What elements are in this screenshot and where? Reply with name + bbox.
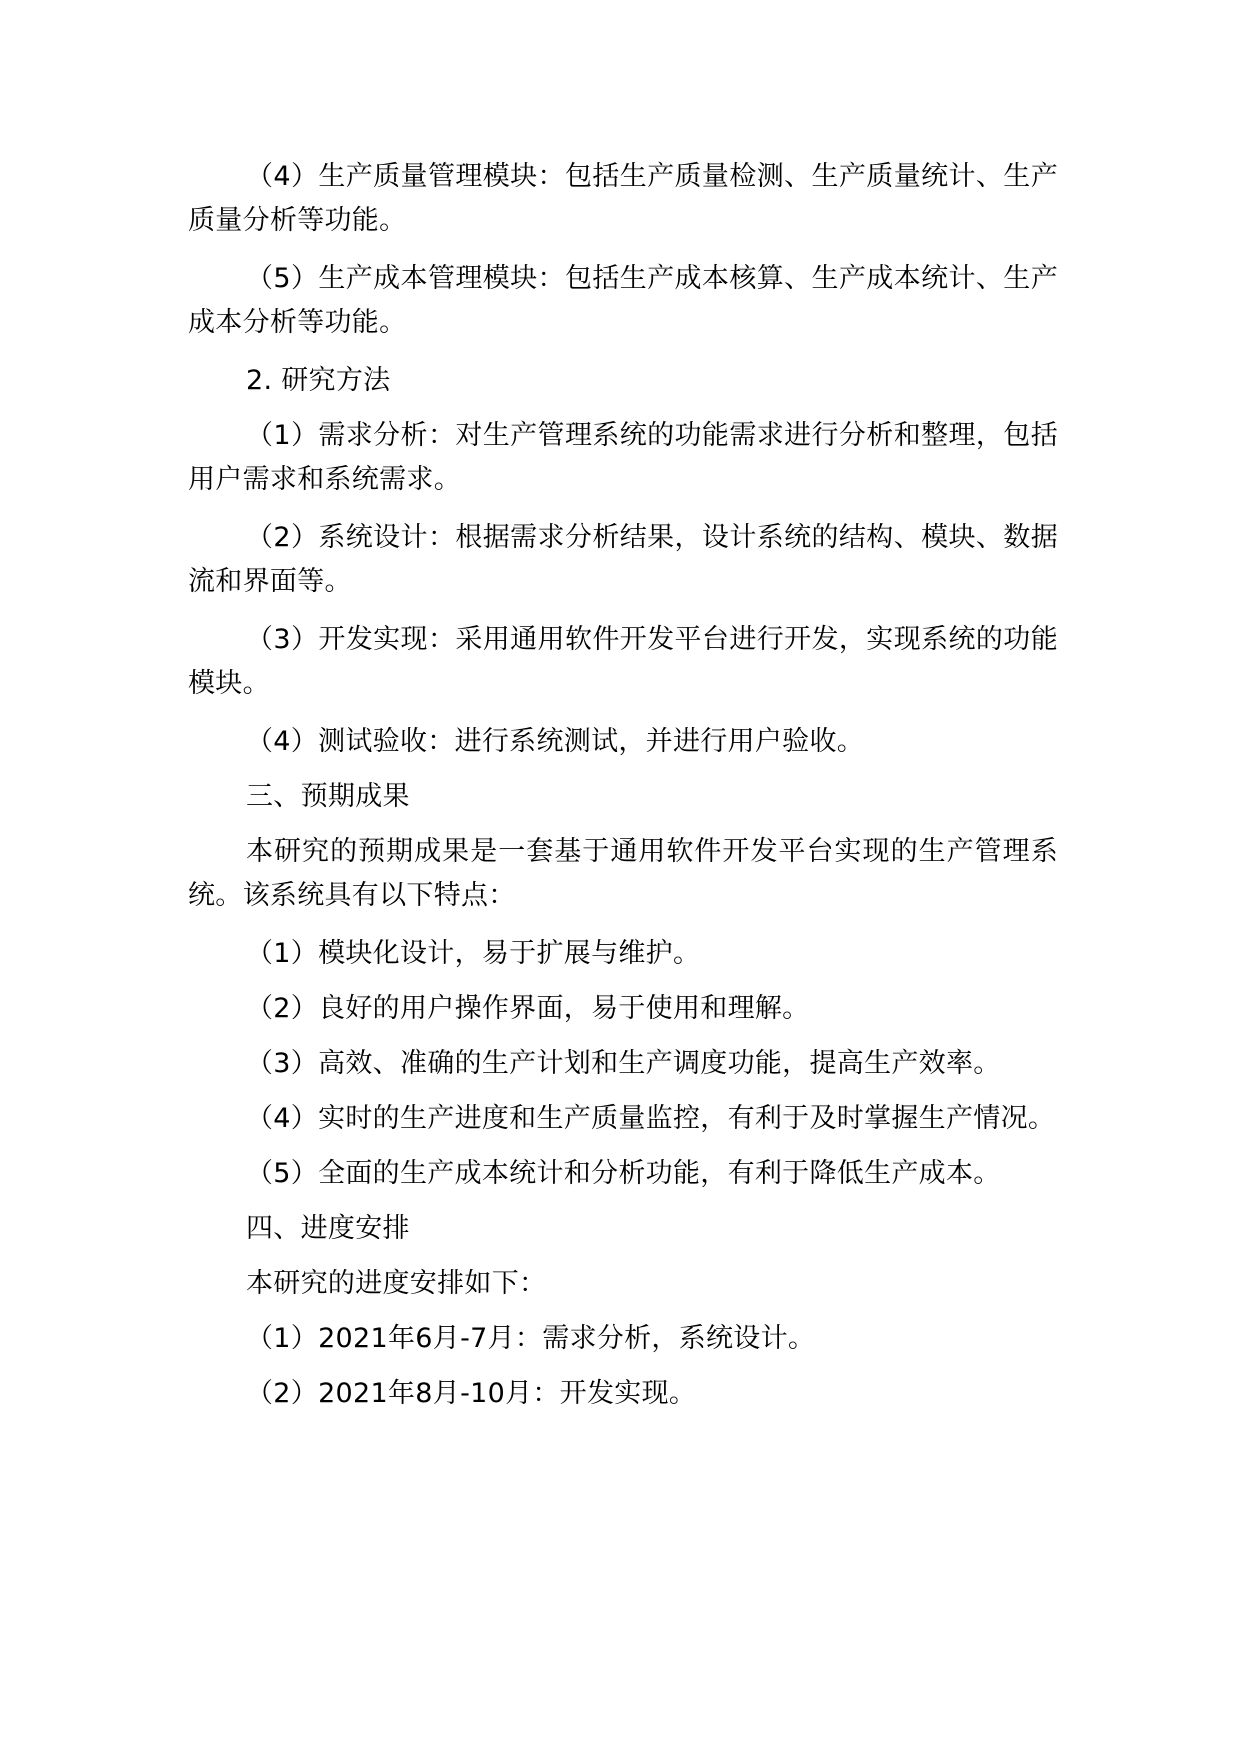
paragraph-development: （3）开发实现：采用通用软件开发平台进行开发，实现系统的功能模块。 [188, 624, 1058, 699]
paragraph-schedule-intro: 本研究的进度安排如下： [246, 1268, 547, 1299]
list-item-schedule-1: （1）2021年6月-7月：需求分析，系统设计。 [246, 1323, 816, 1354]
list-item-feature-2: （2）良好的用户操作界面，易于使用和理解。 [246, 993, 810, 1024]
list-item-feature-4: （4）实时的生产进度和生产质量监控，有利于及时掌握生产情况。 [246, 1103, 1056, 1134]
list-item-feature-3: （3）高效、准确的生产计划和生产调度功能，提高生产效率。 [246, 1048, 1001, 1079]
paragraph-quality-module: （4）生产质量管理模块：包括生产质量检测、生产质量统计、生产质量分析等功能。 [188, 161, 1058, 236]
paragraph-system-design: （2）系统设计：根据需求分析结果，设计系统的结构、模块、数据流和界面等。 [188, 522, 1058, 597]
heading-research-methods: 2. 研究方法 [246, 365, 391, 396]
paragraph-testing: （4）测试验收：进行系统测试，并进行用户验收。 [246, 726, 865, 757]
heading-schedule: 四、进度安排 [246, 1213, 410, 1244]
paragraph-requirements-analysis: （1）需求分析：对生产管理系统的功能需求进行分析和整理，包括用户需求和系统需求。 [188, 420, 1058, 495]
heading-expected-results: 三、预期成果 [246, 781, 410, 812]
list-item-feature-5: （5）全面的生产成本统计和分析功能，有利于降低生产成本。 [246, 1158, 1001, 1189]
list-item-schedule-2: （2）2021年8月-10月：开发实现。 [246, 1378, 697, 1409]
paragraph-cost-module: （5）生产成本管理模块：包括生产成本核算、生产成本统计、生产成本分析等功能。 [188, 263, 1058, 338]
list-item-feature-1: （1）模块化设计，易于扩展与维护。 [246, 938, 701, 969]
paragraph-expected-results-intro: 本研究的预期成果是一套基于通用软件开发平台实现的生产管理系统。该系统具有以下特点： [188, 836, 1058, 911]
